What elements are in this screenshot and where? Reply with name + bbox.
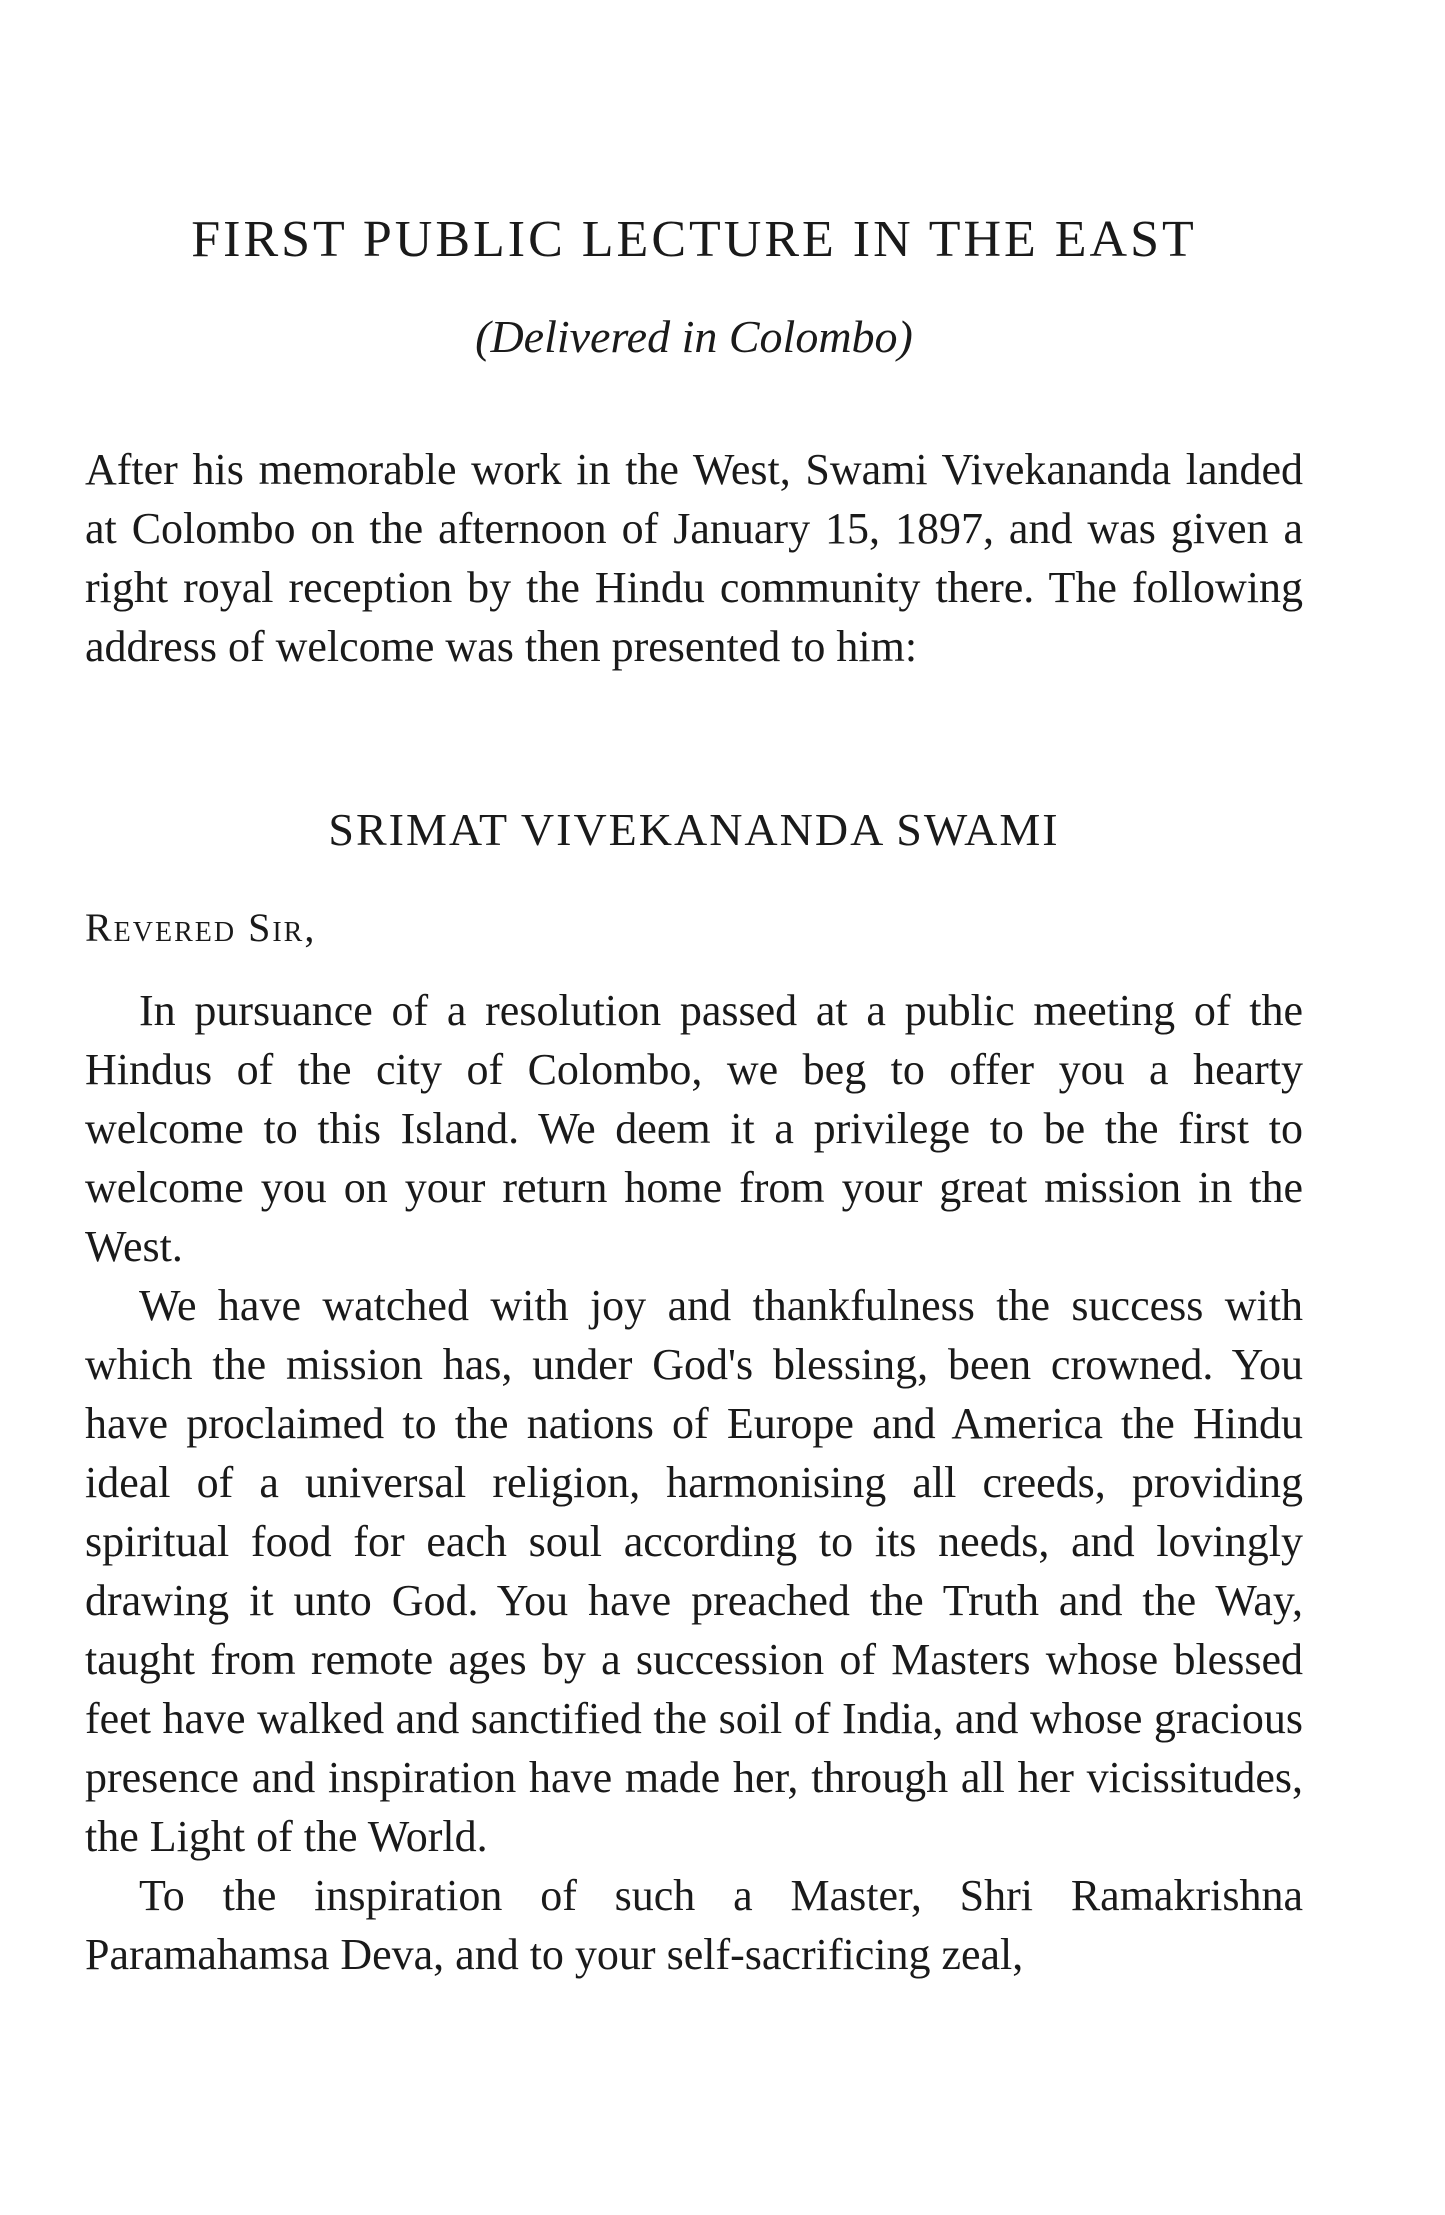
body-paragraph: We have watched with joy and thankfulness the success with which the mission has, under God's blessing, been crowned. You have proclaimed to the nations of Europe and America the Hindu ideal of a universal religion, harmonising all creeds, providing spiritual food for each soul according to its needs, and lovingly drawing it unto God. You have preached the Truth and the Way, taught from remote ages by a succession of Masters whose blessed feet have walked and sanctified the soil of India, and whose gracious presence and inspiration have made her, through all her vicissitudes, the Light of the World. bbox=[85, 1281, 1303, 1861]
salutation: Revered Sir, bbox=[85, 905, 317, 950]
book-page bbox=[85, 0, 1303, 2215]
body-paragraph: To the inspiration of such a Master, Shri Ramakrishna Paramahamsa Deva, and to your self-sacrificing zeal, bbox=[85, 1871, 1303, 1979]
chapter-title: FIRST PUBLIC LECTURE IN THE EAST bbox=[191, 211, 1197, 268]
address-body bbox=[85, 981, 1303, 1984]
intro-paragraph: After his memorable work in the West, Swami Vivekananda landed at Colombo on the afternoon of January 15, 1897, and was given a right royal reception by the Hindu community there. The following address of welcome was then presented to him: bbox=[85, 445, 1303, 671]
body-paragraph: In pursuance of a resolution passed at a public meeting of the Hindus of the city of Colombo, we beg to offer you a hearty welcome to this Island. We deem it a privilege to be the first to welcome you on your return home from your great mission in the West. bbox=[85, 986, 1303, 1271]
address-heading: SRIMAT VIVEKANANDA SWAMI bbox=[328, 804, 1060, 855]
chapter-subtitle: (Delivered in Colombo) bbox=[475, 311, 913, 362]
